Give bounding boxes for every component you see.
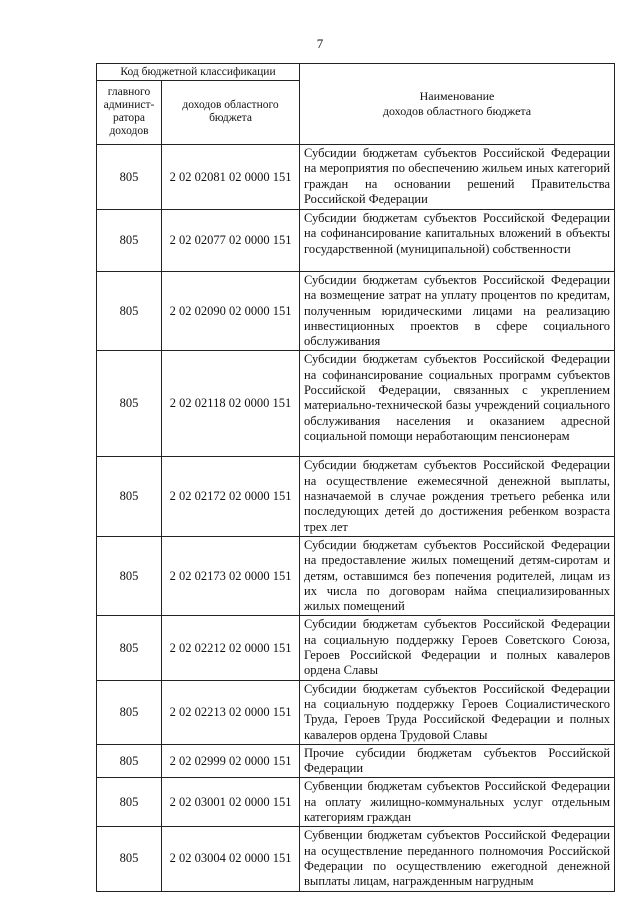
table-row [97, 145, 615, 210]
budget-code: 2 02 02077 02 0000 151 [162, 210, 300, 272]
admin-column-header [97, 80, 162, 144]
budget-code: 2 02 02212 02 0000 151 [162, 616, 300, 680]
admin-code: 805 [97, 457, 162, 536]
table-row [97, 536, 615, 615]
name-column-header [300, 64, 615, 145]
admin-header-line-1: главного [107, 86, 151, 99]
admin-header-line-2: админист- [103, 99, 155, 112]
table-row [97, 457, 615, 536]
budget-code: 2 02 02081 02 0000 151 [162, 145, 300, 210]
code-header-line-1: доходов областного [182, 99, 279, 112]
code-column-header [162, 80, 300, 144]
income-name-text: Субсидии бюджетам субъектов Российской Федерации на социальную поддержку Героев Советского Союза, Героев Российской Федерации и полных кавалеров ордена Славы [304, 617, 611, 678]
table-row [97, 680, 615, 744]
table-row [97, 351, 615, 457]
income-name [300, 145, 615, 210]
admin-header-line-4: доходов [109, 125, 149, 138]
table-row [97, 210, 615, 272]
group-header: Код бюджетной классификации [97, 64, 300, 81]
income-name [300, 778, 615, 827]
budget-code: 2 02 02999 02 0000 151 [162, 744, 300, 778]
budget-code: 2 02 02172 02 0000 151 [162, 457, 300, 536]
income-name-text: Субсидии бюджетам субъектов Российской Федерации на предоставление жилых помещений детям-сиротам и детям, оставшимся без попечения родителей, лицам из их числа по договорам найма специализированных жилых помещений [304, 537, 611, 614]
name-header-line-1: Наименование [419, 89, 495, 103]
income-name [300, 827, 615, 891]
name-header-line-2: доходов областного бюджета [382, 104, 532, 118]
admin-code: 805 [97, 351, 162, 457]
income-name-text: Прочие субсидии бюджетам субъектов Российской Федерации [304, 745, 611, 776]
page-number: 7 [316, 36, 324, 51]
budget-code: 2 02 03004 02 0000 151 [162, 827, 300, 891]
income-name-text: Субвенции бюджетам субъектов Российской Федерации на осуществление переданного полномочия Российской Федерации по осуществлению ежегодной денежной выплаты лицам, награжденным нагрудным [304, 828, 611, 889]
income-name-text: Субсидии бюджетам субъектов Российской Федерации на мероприятия по обеспечению жильем иных категорий граждан на основании решений Правительства Российской Федерации [304, 146, 611, 206]
budget-code: 2 02 03001 02 0000 151 [162, 778, 300, 827]
admin-code: 805 [97, 827, 162, 891]
income-name [300, 616, 615, 680]
table-row [97, 778, 615, 827]
income-name [300, 351, 615, 457]
admin-code: 805 [97, 744, 162, 778]
income-name-text: Субсидии бюджетам субъектов Российской Федерации на софинансирование капитальных вложений в объекты государственной (муниципальной) собственности [304, 211, 611, 256]
budget-code: 2 02 02118 02 0000 151 [162, 351, 300, 457]
admin-code: 805 [97, 272, 162, 351]
code-header-line-2: бюджета [209, 112, 252, 125]
admin-header-line-3: ратора [112, 112, 146, 125]
income-name [300, 744, 615, 778]
table-row [97, 616, 615, 680]
table-row [97, 827, 615, 891]
income-name [300, 536, 615, 615]
budget-code: 2 02 02213 02 0000 151 [162, 680, 300, 744]
budget-code: 2 02 02173 02 0000 151 [162, 536, 300, 615]
income-name [300, 272, 615, 351]
admin-code: 805 [97, 616, 162, 680]
admin-code: 805 [97, 778, 162, 827]
admin-code: 805 [97, 536, 162, 615]
income-name-text: Субвенции бюджетам субъектов Российской Федерации на оплату жилищно-коммунальных услуг отдельным категориям граждан [304, 779, 611, 825]
income-name [300, 680, 615, 744]
budget-classification-table [96, 63, 615, 892]
income-name-text: Субсидии бюджетам субъектов Российской Федерации на софинансирование социальных программ субъектов Российской Федерации, связанных с укреплением материально-технической базы учреждений социального обслуживания населения и оказанием адресной социальной помощи неработающим пенсионерам [304, 352, 611, 443]
income-name [300, 210, 615, 272]
admin-code: 805 [97, 210, 162, 272]
admin-code: 805 [97, 145, 162, 210]
income-name-text: Субсидии бюджетам субъектов Российской Федерации на осуществление ежемесячной денежной выплаты, назначаемой в случае рождения третьего ребенка или последующих детей до достижения ребенком возраста трех лет [304, 458, 611, 534]
budget-code: 2 02 02090 02 0000 151 [162, 272, 300, 351]
admin-code: 805 [97, 680, 162, 744]
income-name-text: Субсидии бюджетам субъектов Российской Федерации на возмещение затрат на уплату процентов по кредитам, полученным юридическими лицами на реализацию инвестиционных проектов в сфере социального обслуживания [304, 273, 611, 349]
table-row [97, 744, 615, 778]
income-name [300, 457, 615, 536]
income-name-text: Субсидии бюджетам субъектов Российской Федерации на социальную поддержку Героев Социалистического Труда, Героев Труда Российской Федерации и полных кавалеров ордена Трудовой Славы [304, 681, 611, 742]
table-row [97, 272, 615, 351]
